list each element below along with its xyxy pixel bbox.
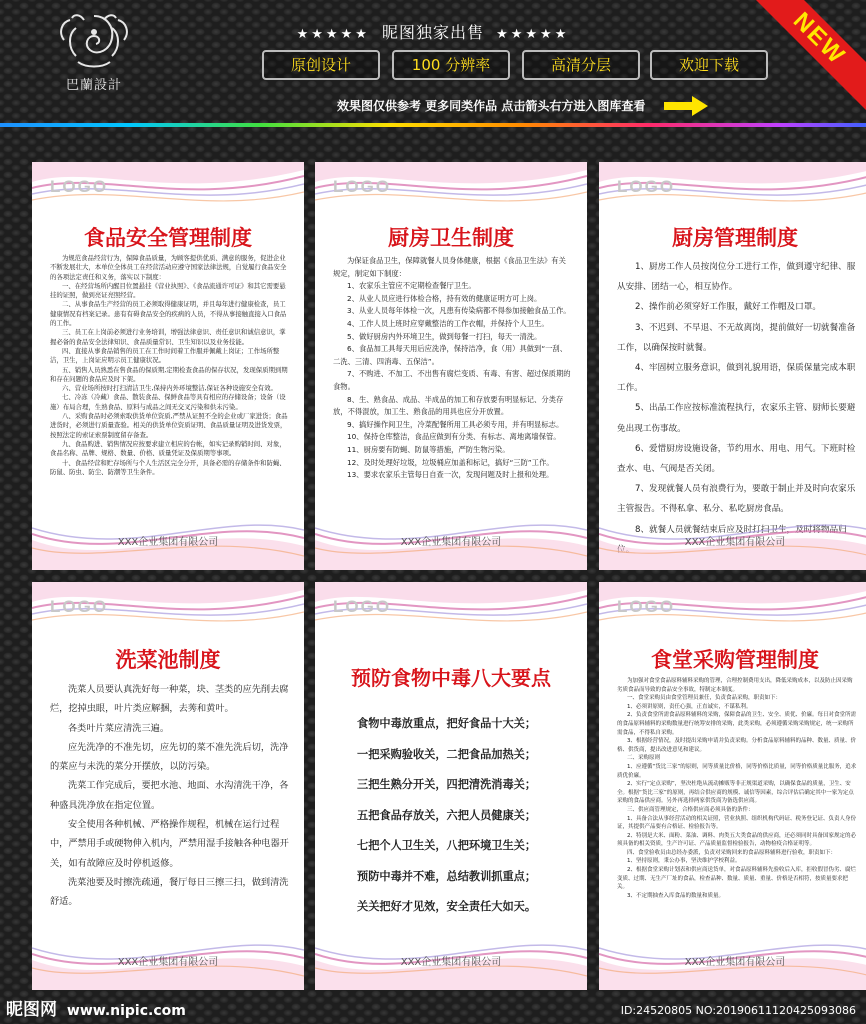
paragraph: 关关把好才见效，安全责任大如天。 [357, 900, 537, 913]
board-title: 食堂采购管理制度 [651, 648, 819, 672]
paragraph: 4、牢固树立服务意识，做到礼貌用语，保质保量完成本职工作。 [617, 363, 856, 394]
paragraph: 2、负责食堂所需食品原料辅料的采购，保障食品的卫生、安全、质优、价廉。每日对食堂所需的食品原料辅料的采购数量进行统筹安排的采购，此类采购，必须遵循采购采购规定，统一采购所需食品，不得私自采购。 [617, 712, 857, 736]
paragraph: 12、及时处理好垃圾，垃圾桶应加盖和标记，搞好“三防”工作。 [347, 457, 554, 467]
paragraph: 四、直接从事食品销售的员工在工作时间着工作服并佩戴上岗证；工作场所整洁，卫生，上岗证应明示员工健康状况。 [50, 346, 280, 365]
paragraph: 安全使用各种机械、严格操作规程，机械在运行过程中，严禁用手或硬物伸入机内，严禁用湿手接触各种电器开关，如有故障应及时停机返修。 [50, 819, 289, 869]
board-food-safety [32, 162, 304, 570]
paragraph: 2、从业人员应进行体检合格，持有效的健康证明方可上岗。 [347, 293, 542, 303]
logo-placeholder: LOGO [617, 177, 676, 196]
paragraph: 二、从事食品生产经营的员工必须取得健康证明，并且每年进行健康检查，员工健康情况有档案记录。患有有碍食品安全的疾病的人员，不得从事接触直接入口食品的工作。 [50, 300, 287, 328]
paragraph: 八、采购食品时必须索取供货单位资质,严禁从证照不全的企业或厂家进货；食品进货时，必须进行质量查验。相关的供货单位资质证明、食品质量证明及进货发票，按照法定的索证索票制度留存备查。 [50, 412, 288, 439]
company-name: XXX企业集团有限公司 [684, 957, 786, 968]
board-body [337, 709, 569, 923]
paragraph: 十、食品经营和贮存场所与个人生活区完全分开，具备必需的存储条件和防蝇、防鼠、防虫、防尘、防潮等卫生条件。 [50, 458, 286, 476]
paragraph: 应先洗净的不准先切，应先切的菜不准先洗后切，洗净的菜应与未洗的菜分开摆放，以防污染。 [50, 741, 289, 773]
paragraph: 2、根据食堂采购计划表和供应商送货单，对食品原料辅料先验收后入库，拒收假冒伪劣、腐烂变质、过期、无生产厂址的食品，检查品种、数量、质量、重量、价格是否相符，按质量要求把关。 [617, 867, 857, 891]
paragraph: 六、营业场所按时打扫清洁卫生,保持内外环境整洁,保证各种设施安全有效。 [62, 384, 277, 393]
paragraph: 8、生、熟食品、成品、半成品的加工和存放要有明显标记、分类存放，不得混放，加工生、熟食品的用具也应分开放置。 [333, 394, 564, 417]
sale-title: 昵图独家出售 [381, 23, 484, 42]
paragraph: 1、必须讲原则，责任心强，正直诚实，不谋私利。 [627, 703, 752, 710]
paragraph: 9、搞好操作间卫生，冷菜配餐所用工具必须专用，并有明显标志。 [347, 419, 564, 429]
paragraph: 3、不定期抽查入库食品的数量和质量。 [627, 892, 725, 899]
board-canteen-procurement [599, 582, 866, 990]
paragraph: 1、坚持原则，秉公办事，坚决维护学校利益。 [627, 858, 741, 865]
paragraph: 洗菜工作完成后，要把水池、地面、水沟清洗干净，各种盛具洗净放在指定位置。 [50, 780, 289, 811]
paragraph: 五把食品存放关，六把人员健康关； [357, 808, 537, 822]
paragraph: 食物中毒放重点，把好食品十大关； [357, 717, 537, 730]
new-badge: NEW [756, 0, 866, 110]
paragraph: 13、要求农家乐主管每日自查一次，发现问题及时上报和处理。 [347, 470, 554, 480]
paragraph: 七把个人卫生关，八把环境卫生关； [357, 839, 537, 852]
paragraph: 7、发现就餐人员有浪费行为，要敢于制止并及时向农家乐主管报告。不得私拿、私分、私吃厨房食品。 [617, 484, 856, 515]
paragraph: 7、不购进、不加工、不出售有腐烂变质、有毒、有害、超过保质期的食物。 [333, 369, 571, 391]
board-title: 厨房卫生制度 [388, 226, 514, 250]
paragraph: 为加强对食堂食品原料辅料采购的管理，合理控制费用支出，降低采购成本，以及防止因采购劣质食品而导致的食品安全事故，特制定本制度。 [617, 678, 853, 693]
sale-banner [0, 20, 866, 43]
company-name: XXX企业集团有限公司 [400, 957, 502, 968]
board-body [50, 254, 290, 477]
paragraph: 四、食堂验收员由总经办委派，负责对采购回来的食品原料辅料进行验收，职责如下： [627, 849, 837, 856]
pill-resolution[interactable]: 100 分辨率 [392, 50, 510, 80]
paragraph: 3、从业人员每年体检一次，凡患有传染病都不得参加接触食品工作。 [347, 306, 571, 316]
paragraph: 6、食品加工具每天用后应洗净，保持洁净，食（用）具做到“一刮、二洗、三清、四消毒、五保洁”。 [333, 344, 568, 366]
paragraph: 1、农家乐主管应不定期检查餐厅卫生。 [347, 281, 476, 291]
brand-name: 巴蘭設計 [65, 78, 122, 93]
pill-hd-layers[interactable]: 高清分层 [522, 50, 640, 80]
paragraph: 4、工作人员上班时应穿戴整洁的工作衣帽，并保持个人卫生。 [347, 318, 549, 328]
new-ribbon [756, 0, 866, 110]
board-title: 食品安全管理制度 [84, 226, 252, 250]
board-kitchen-hygiene [315, 162, 587, 570]
logo-placeholder: LOGO [333, 597, 392, 616]
paragraph: 10、保持仓库整洁，食品应做到有分类、有标志、离地离墙保管。 [347, 432, 561, 442]
logo-placeholder: LOGO [617, 597, 676, 616]
paragraph: 2、特别是大米、面粉、菜油、调料、肉类五大类食品的供应商，还必须同时具备国家规定的必须具备的相关资质，生产许可证、产品质量监督检验报告，动物检疫合格证明等。 [617, 832, 857, 848]
company-name: XXX企业集团有限公司 [400, 537, 502, 548]
arrow-right-icon[interactable] [664, 95, 708, 117]
logo-placeholder: LOGO [333, 177, 392, 196]
rainbow-divider [0, 123, 866, 127]
stars-left: ★★★★★ [296, 27, 370, 42]
paragraph: 3、根据经营情况，及时提出采购申请并负责采购。分析食品原料辅料的品种、数量、质量、价格、供货商，提出改进意见和建议。 [617, 738, 857, 753]
paragraph: 11、厨房要有防蝇、防鼠等措施，严防生物污染。 [347, 444, 510, 454]
paragraph: 1、应遵循“货比三家”的原则，同等质量比价格，同等价格比质量，同等价格质量比服务，追求质优价廉。 [617, 763, 857, 779]
paragraph: 1、具备合法从事经营活动的相关证照，营业执照、组织机构代码证、税务登记证、负责人身份证，其提供产品要有合格证、检验报告等。 [617, 815, 857, 831]
watermark-logo [6, 995, 186, 1020]
logo-placeholder: LOGO [50, 177, 109, 196]
pill-original-design[interactable]: 原创设计 [262, 50, 380, 80]
paragraph: 3、不迟到、不早退、不无故离岗，提前做好一切就餐准备工作，以确保按时就餐。 [617, 322, 856, 353]
stars-right: ★★★★★ [496, 27, 570, 42]
board-poisoning-prevention [315, 582, 587, 990]
paragraph: 一把采购验收关，二把食品加热关； [357, 747, 537, 761]
board-vegetable-sink [32, 582, 304, 990]
company-name: XXX企业集团有限公司 [684, 537, 786, 548]
paragraph: 三、员工在上岗前必须进行业务培训，增强法律意识、责任意识和诚信意识，掌握必备的食品安全法律知识、食品质量常识、卫生知识以及业务技能。 [50, 328, 286, 346]
paragraph: 5、做好厨房内外环境卫生，做到每餐一打扫，每天一清洗。 [347, 331, 542, 341]
board-title: 预防食物中毒八大要点 [351, 666, 551, 690]
paragraph: 6、爱惜厨房设施设备，节约用水、用电、用气。下班时检查水、电、气阀是否关闭。 [617, 443, 856, 475]
paragraph: 三把生熟分开关，四把清洗消毒关； [357, 778, 537, 791]
paragraph: 三、供应商管理规定，合格供应商必须具备的条件： [627, 806, 754, 813]
paragraph: 2、操作前必须穿好工作服，戴好工作帽及口罩。 [635, 302, 821, 313]
paragraph: 预防中毒并不难，总结教训抓重点； [357, 869, 537, 883]
paragraph: 2、实行“定点采购”，坚决杜绝从流动摊贩等非正规渠道采购，以确保食品的质量，卫生、安全。根据“货比三家”的原则，再结合供应商的规模、诚信等因素，综合评估后确定其中一家为定点采购的食品供应商。另外再选择两家供货商为备选供应商。 [617, 781, 854, 805]
company-name: XXX企业集团有限公司 [117, 957, 219, 968]
paragraph: 五、销售人员熟悉在售食品的保质期,定期检查食品的保存状况，发现保质期到期和存在问题的食品应及时下架。 [50, 365, 288, 383]
paragraph: 洗菜人员要认真洗好每一种菜，块、茎类的应先削去腐烂，挖掉虫眼，叶片类应解捆，去莠和黄叶。 [50, 684, 289, 715]
company-name: XXX企业集团有限公司 [117, 537, 219, 548]
board-body [617, 677, 857, 900]
notice-text: 效果图仅供参考 更多同类作品 点击箭头右方进入图库查看 [337, 99, 646, 113]
image-id: ID:24520805 NO:20190611120425093086 [620, 1004, 856, 1017]
paragraph: 各类叶片菜应清洗三遍。 [68, 722, 170, 734]
board-title: 厨房管理制度 [672, 226, 798, 250]
board-body [50, 680, 290, 912]
watermark-site[interactable]: www.nipic.com [66, 1003, 186, 1019]
paragraph: 8、就餐人员就餐结束后应及时打扫卫生，及时将物品归 [635, 524, 847, 535]
board-title: 洗菜池制度 [115, 648, 221, 672]
paragraph: 为规范食品经营行为，保障食品质量，为顾客提供优质、满意的服务，促进企业不断发展壮大，本单位全体员工在经营活动应遵守国家法律法规，自觉履行食品安全的各项法定责任和义务，落实以下制度： [50, 254, 287, 281]
board-body [333, 255, 573, 482]
paragraph: 一、食堂采购员由食堂管理员兼任，负责食品采购，职责如下： [627, 695, 782, 702]
paragraph: 洗菜池要及时擦洗疏通，餐厅每日三擦三扫，做到清洗舒适。 [50, 876, 289, 908]
logo-placeholder: LOGO [50, 597, 109, 616]
paragraph: 为保证食品卫生，保障就餐人员身体健康，根据《食品卫生法》有关规定，制定如下制度： [333, 256, 566, 278]
pill-download[interactable]: 欢迎下载 [650, 50, 768, 80]
feature-pills [262, 50, 782, 82]
paragraph: 七、冷冻（冷藏）食品、散装食品、保鲜食品等具有相应的存储设备；设备（设施）布局合理，生熟食品、原料与成品之间无交叉污染和供未污染。 [50, 393, 286, 411]
paragraph: 二、采购原则 [627, 755, 661, 762]
board-kitchen-management [599, 162, 866, 570]
paragraph: 九、食品购进、销售情况应按要求建立相应的台帐，如实记录购销时间、对象，食品名称、品牌、规格、数量、价格、质量凭证及保质期等事项。 [50, 439, 286, 458]
paragraph: 5、出品工作应按标准流程执行，农家乐主管、厨师长要避免出现工伤事故。 [617, 403, 856, 434]
paragraph: 一、在经营场所内醒目位置悬挂《营业执照》、《食品流通许可证》和其它需要悬挂的证照，做到亮证亮照经营。 [50, 281, 286, 300]
paragraph: 1、厨房工作人员按岗位分工进行工作，做到遵守纪律、服从安排、团结一心，相互协作。 [617, 262, 856, 293]
watermark-name: 昵图网 [6, 1000, 57, 1020]
